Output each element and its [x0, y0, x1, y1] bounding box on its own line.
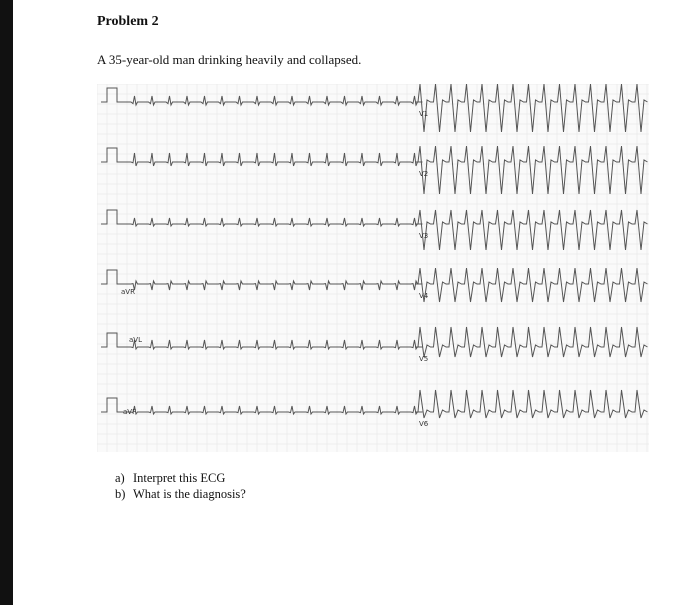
- lead-label-v3: V3: [419, 232, 429, 240]
- ecg-paper: [97, 84, 649, 452]
- ecg-image: [97, 84, 649, 452]
- lead-label-v2: V2: [419, 170, 429, 178]
- question-text: Interpret this ECG: [133, 471, 226, 485]
- document-page: [13, 0, 700, 605]
- question-item: [115, 486, 246, 502]
- question-marker: a): [115, 471, 125, 485]
- question-text: What is the diagnosis?: [133, 487, 246, 501]
- case-description: A 35-year-old man drinking heavily and collapsed.: [97, 52, 362, 67]
- lead-label-avr: aVR: [121, 288, 135, 296]
- question-marker: b): [115, 487, 126, 501]
- lead-label-avf: aVF: [123, 408, 137, 416]
- question-item: [115, 470, 246, 486]
- lead-label-v1: V1: [419, 110, 429, 118]
- lead-label-v5: V5: [419, 355, 429, 363]
- problem-title: Problem 2: [97, 14, 159, 29]
- lead-label-v4: V4: [419, 292, 429, 300]
- left-black-border: [0, 0, 13, 605]
- lead-label-v6: V6: [419, 420, 429, 428]
- question-list: [115, 470, 246, 502]
- ecg-tracing: [97, 84, 649, 452]
- lead-label-avl: aVL: [129, 336, 142, 344]
